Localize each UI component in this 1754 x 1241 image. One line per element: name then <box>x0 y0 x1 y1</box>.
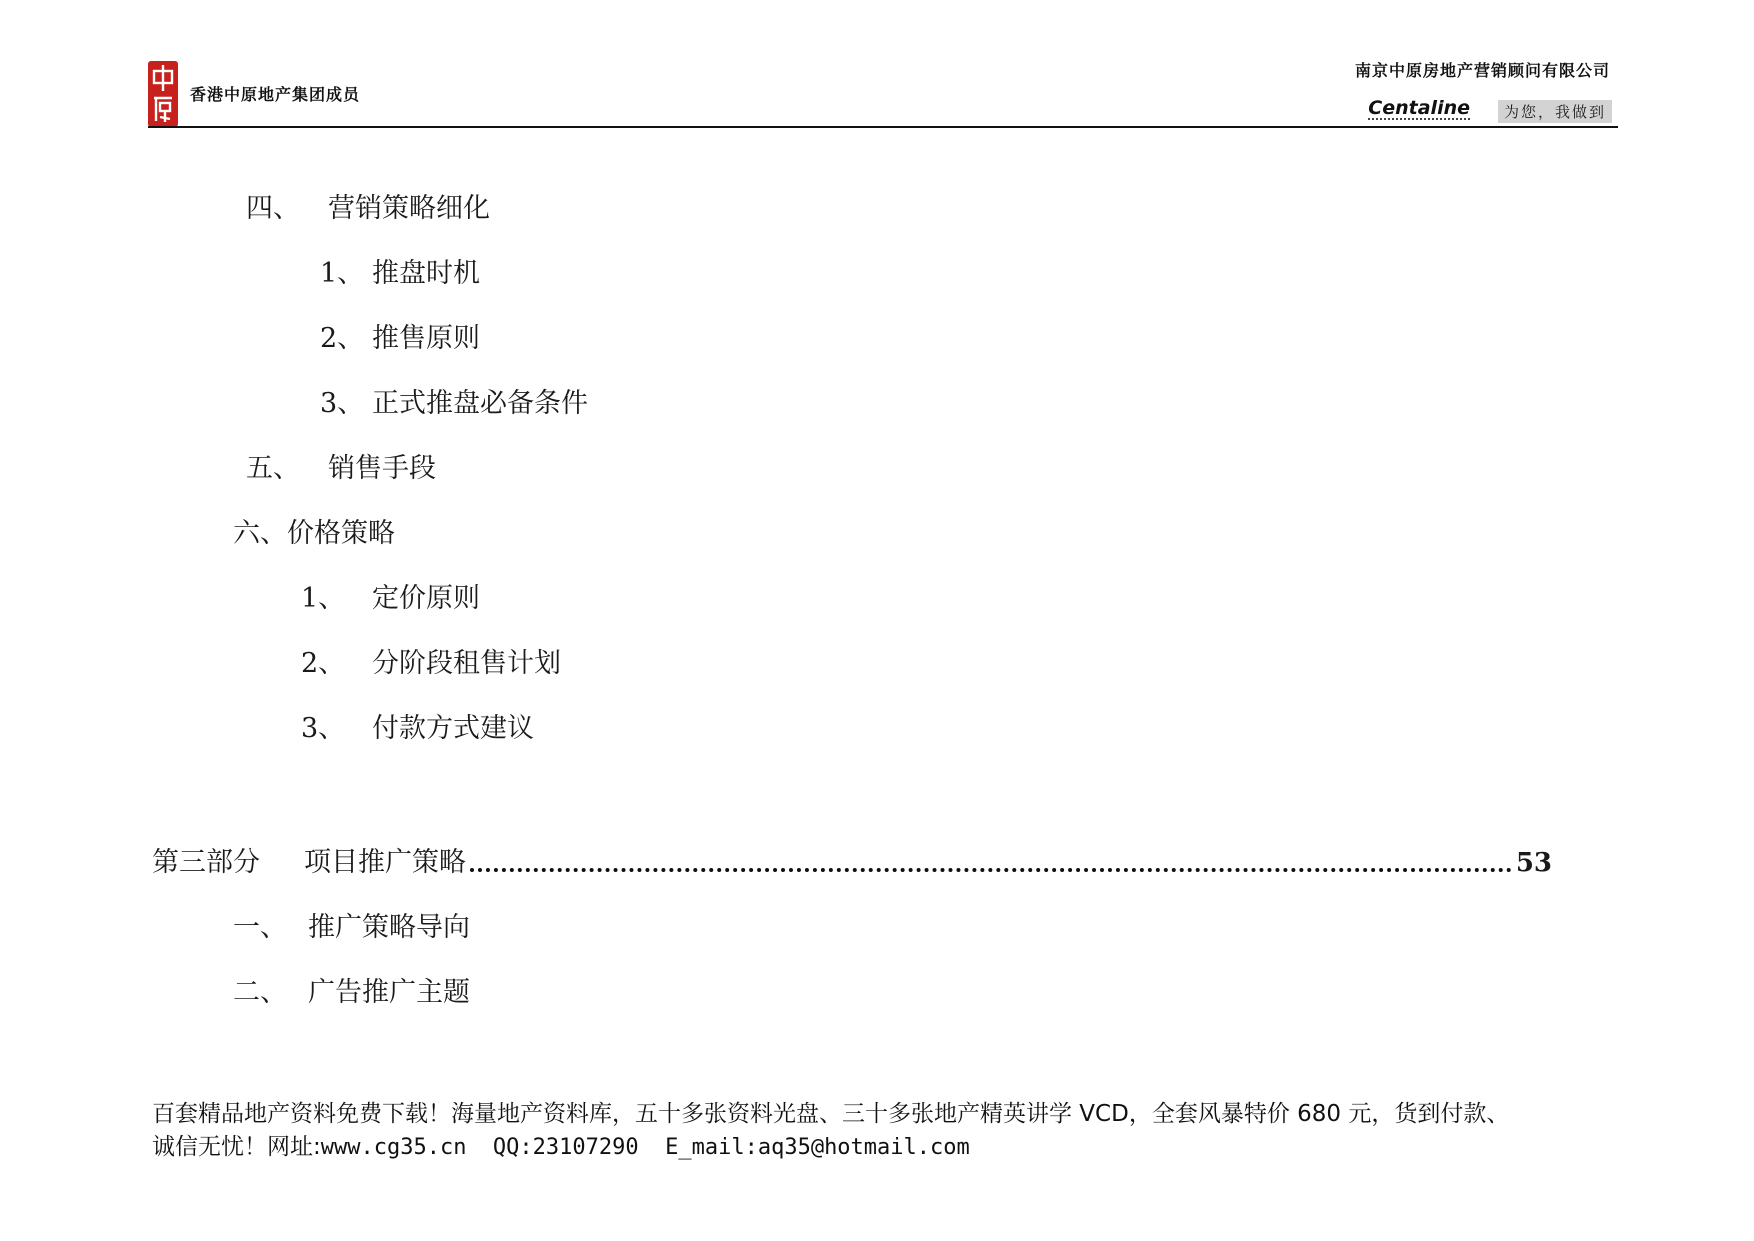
toc-entry-title: 付款方式建议 <box>372 713 534 744</box>
toc-entry-number: 1、 <box>320 258 365 289</box>
toc-entry-number: 2、 <box>320 323 365 354</box>
promo-line-2-prefix: 诚信无忧！网址: <box>152 1134 321 1160</box>
toc-entry-number: 3、 <box>301 713 346 744</box>
centaline-logo-icon <box>148 61 178 127</box>
brand-name: Centaline <box>1368 97 1470 119</box>
toc-part-label: 第三部分 <box>152 847 260 878</box>
header-divider <box>148 126 1618 128</box>
toc-entry-number: 四、 <box>246 193 300 224</box>
promo-footer <box>152 1098 1612 1164</box>
promo-line-2 <box>152 1131 1612 1164</box>
toc-entry-part-3-2 <box>233 976 470 1010</box>
toc-entry-number: 3、 <box>320 388 365 419</box>
toc-entry-number: 1、 <box>301 583 346 614</box>
toc-entry-title: 推盘时机 <box>372 258 480 289</box>
toc-entry-number: 一、 <box>233 912 287 943</box>
toc-entry-title: 正式推盘必备条件 <box>372 388 588 419</box>
toc-part-title: 项目推广策略 <box>304 847 466 878</box>
toc-entry-number: 2、 <box>301 648 346 679</box>
page-header <box>148 58 1616 128</box>
promo-line-1: 百套精品地产资料免费下载！海量地产资料库，五十多张资料光盘、三十多张地产精英讲学 VCD，全套风暴特价 680 元，货到付款、 <box>152 1101 1510 1127</box>
toc-entry-title: 营销策略细化 <box>328 193 490 224</box>
toc-entry-title: 分阶段租售计划 <box>372 648 561 679</box>
toc-entry-section-4-1 <box>320 257 480 291</box>
toc-entry-number: 五、 <box>246 453 300 484</box>
toc-entry-title: 定价原则 <box>372 583 480 614</box>
group-member-text: 香港中原地产集团成员 <box>190 85 361 104</box>
toc-entry-section-6 <box>233 517 395 551</box>
toc-entry-section-5 <box>246 452 436 486</box>
toc-entry-title: 广告推广主题 <box>308 977 470 1008</box>
toc-entry-section-6-3 <box>301 712 534 746</box>
slogan: 为您，我做到 <box>1498 100 1612 123</box>
toc-entry-part-3 <box>152 846 1552 880</box>
toc-entry-title: 推广策略导向 <box>308 912 470 943</box>
toc-entry-title: 销售手段 <box>328 453 436 484</box>
toc-entry-part-3-1 <box>233 911 470 945</box>
toc-entry-section-6-1 <box>301 582 480 616</box>
promo-contact-info: www.cg35.cn QQ:23107290 E_mail:aq35@hotmail.com <box>320 1135 970 1160</box>
toc-entry-section-4-3 <box>320 387 588 421</box>
toc-dot-leader <box>470 868 1512 872</box>
toc-entry-section-4 <box>246 192 490 226</box>
company-name: 南京中原房地产营销顾问有限公司 <box>1354 61 1610 80</box>
toc-entry-number: 二、 <box>233 977 287 1008</box>
toc-entry-section-4-2 <box>320 322 480 356</box>
toc-entry-title: 推售原则 <box>372 323 480 354</box>
toc-entry-section-6-2 <box>301 647 561 681</box>
toc-page-number: 53 <box>1515 848 1552 878</box>
toc-entry-title: 六、价格策略 <box>233 518 395 549</box>
